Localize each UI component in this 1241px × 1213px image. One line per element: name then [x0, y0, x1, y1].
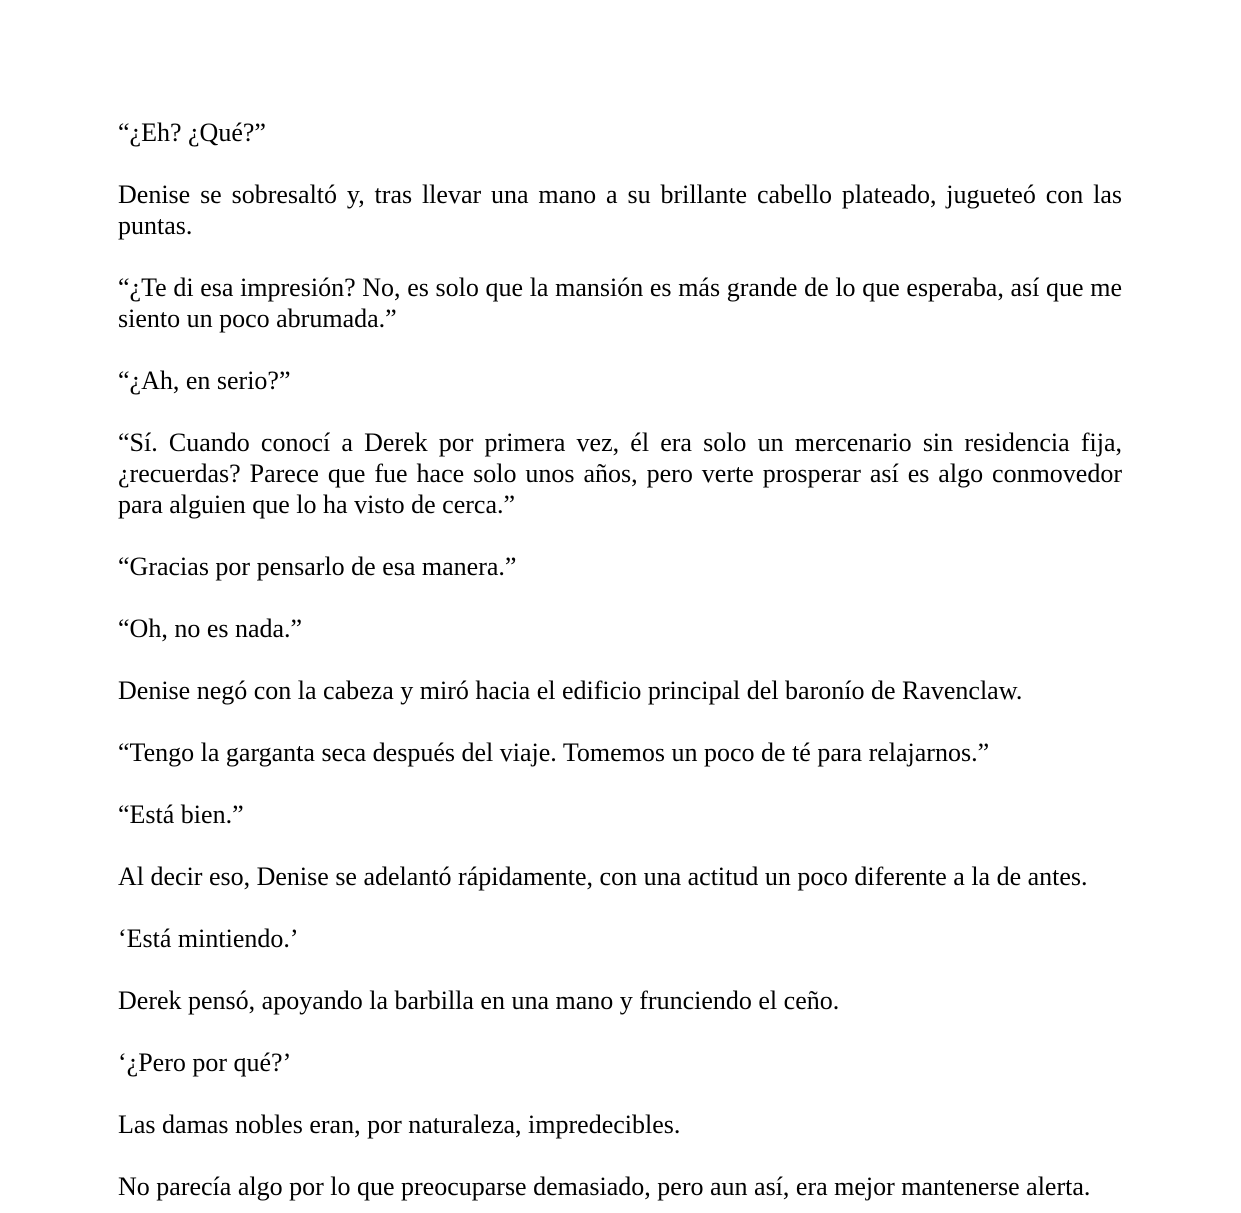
paragraph: “¿Ah, en serio?”: [118, 366, 291, 395]
paragraph: “Gracias por pensarlo de esa manera.”: [118, 552, 517, 581]
paragraph: ‘¿Pero por qué?’: [118, 1048, 292, 1077]
paragraph: “¿Eh? ¿Qué?”: [118, 118, 266, 147]
paragraph: Al decir eso, Denise se adelantó rápidamente, con una actitud un poco diferente a la de antes.: [118, 862, 1088, 891]
paragraph: Derek pensó, apoyando la barbilla en una mano y frunciendo el ceño.: [118, 986, 840, 1015]
document-body: [118, 117, 1122, 1202]
paragraph: “Está bien.”: [118, 800, 244, 829]
paragraph: Denise negó con la cabeza y miró hacia el edificio principal del baronío de Ravenclaw.: [118, 676, 1023, 705]
paragraph: Las damas nobles eran, por naturaleza, impredecibles.: [118, 1110, 681, 1139]
paragraph: ‘Está mintiendo.’: [118, 924, 299, 953]
paragraph: No parecía algo por lo que preocuparse demasiado, pero aun así, era mejor mantenerse alerta.: [118, 1172, 1091, 1201]
paragraph: Denise se sobresaltó y, tras llevar una mano a su brillante cabello plateado, jugueteó con las puntas.: [118, 180, 1122, 240]
paragraph: “Tengo la garganta seca después del viaje. Tomemos un poco de té para relajarnos.”: [118, 738, 990, 767]
paragraph: “¿Te di esa impresión? No, es solo que la mansión es más grande de lo que esperaba, así que me siento un poco abrumada.”: [118, 273, 1122, 333]
paragraph: “Oh, no es nada.”: [118, 614, 303, 643]
paragraph: “Sí. Cuando conocí a Derek por primera vez, él era solo un mercenario sin residencia fija, ¿recuerdas? Parece que fue hace solo unos años, pero verte prosperar así es algo conmovedor para alguien que lo ha visto de cerca.”: [118, 428, 1122, 519]
